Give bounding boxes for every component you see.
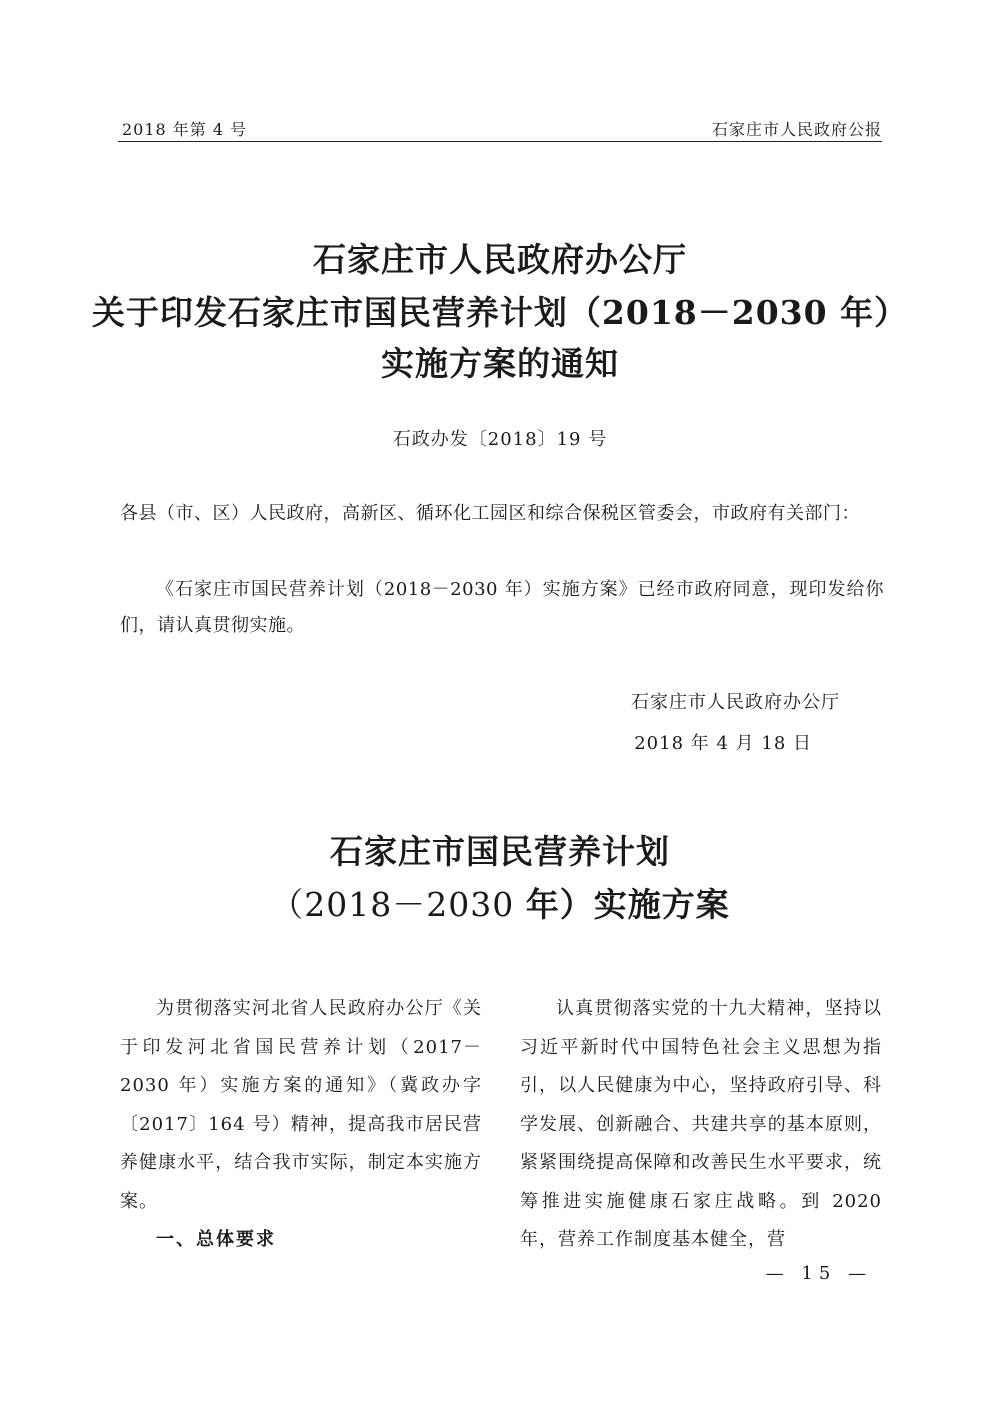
plan-title-line-2	[0, 879, 1000, 926]
left-column	[120, 990, 482, 1260]
right-column	[520, 990, 882, 1260]
plan-title-line-1: 石家庄市国民营养计划	[330, 832, 670, 871]
signature: 石家庄市人民政府办公厅	[631, 692, 840, 713]
header-issue: 2018 年第 4 号	[122, 120, 248, 139]
page-number: — 15 —	[765, 1263, 872, 1284]
header-publication: 石家庄市人民政府公报	[711, 120, 882, 139]
intro-paragraph: 为贯彻落实河北省人民政府办公厅《关于印发河北省国民营养计划（2017－2030 年）实施方案的通知》（冀政办字〔2017〕164 号）精神，提高我市居民营养健康水平，结合我市实际，制定本实施方案。	[120, 998, 482, 1212]
plan-title-line-2-a: （2018－2030	[270, 885, 526, 924]
header-rule	[118, 141, 882, 142]
section-heading-1: 一、总体要求	[156, 1229, 276, 1250]
notice-title-line-1: 石家庄市人民政府办公厅	[313, 240, 687, 279]
salutation: 各县（市、区）人民政府，高新区、循环化工园区和综合保税区管委会，市政府有关部门：	[120, 503, 860, 524]
notice-title-line-3: 实施方案的通知	[381, 344, 619, 383]
general-requirements-paragraph: 认真贯彻落实党的十九大精神，坚持以习近平新时代中国特色社会主义思想为指引，以人民健康为中心，坚持政府引导、科学发展、创新融合、共建共享的基本原则，紧紧围绕提高保障和改善民生水平要求，统筹推进实施健康石家庄战略。到 2020 年，营养工作制度基本健全，营	[520, 998, 882, 1250]
notice-title-line-2: 关于印发石家庄市国民营养计划（2018－2030 年）	[91, 293, 909, 332]
notice-body: 《石家庄市国民营养计划（2018－2030 年）实施方案》已经市政府同意，现印发给你们，请认真贯彻实施。	[120, 579, 884, 636]
document-number: 石政办发〔2018〕19 号	[392, 429, 608, 450]
plan-title-line-2-b: 年）实施方案	[525, 885, 730, 924]
issue-date: 2018 年 4 月 18 日	[634, 733, 812, 754]
